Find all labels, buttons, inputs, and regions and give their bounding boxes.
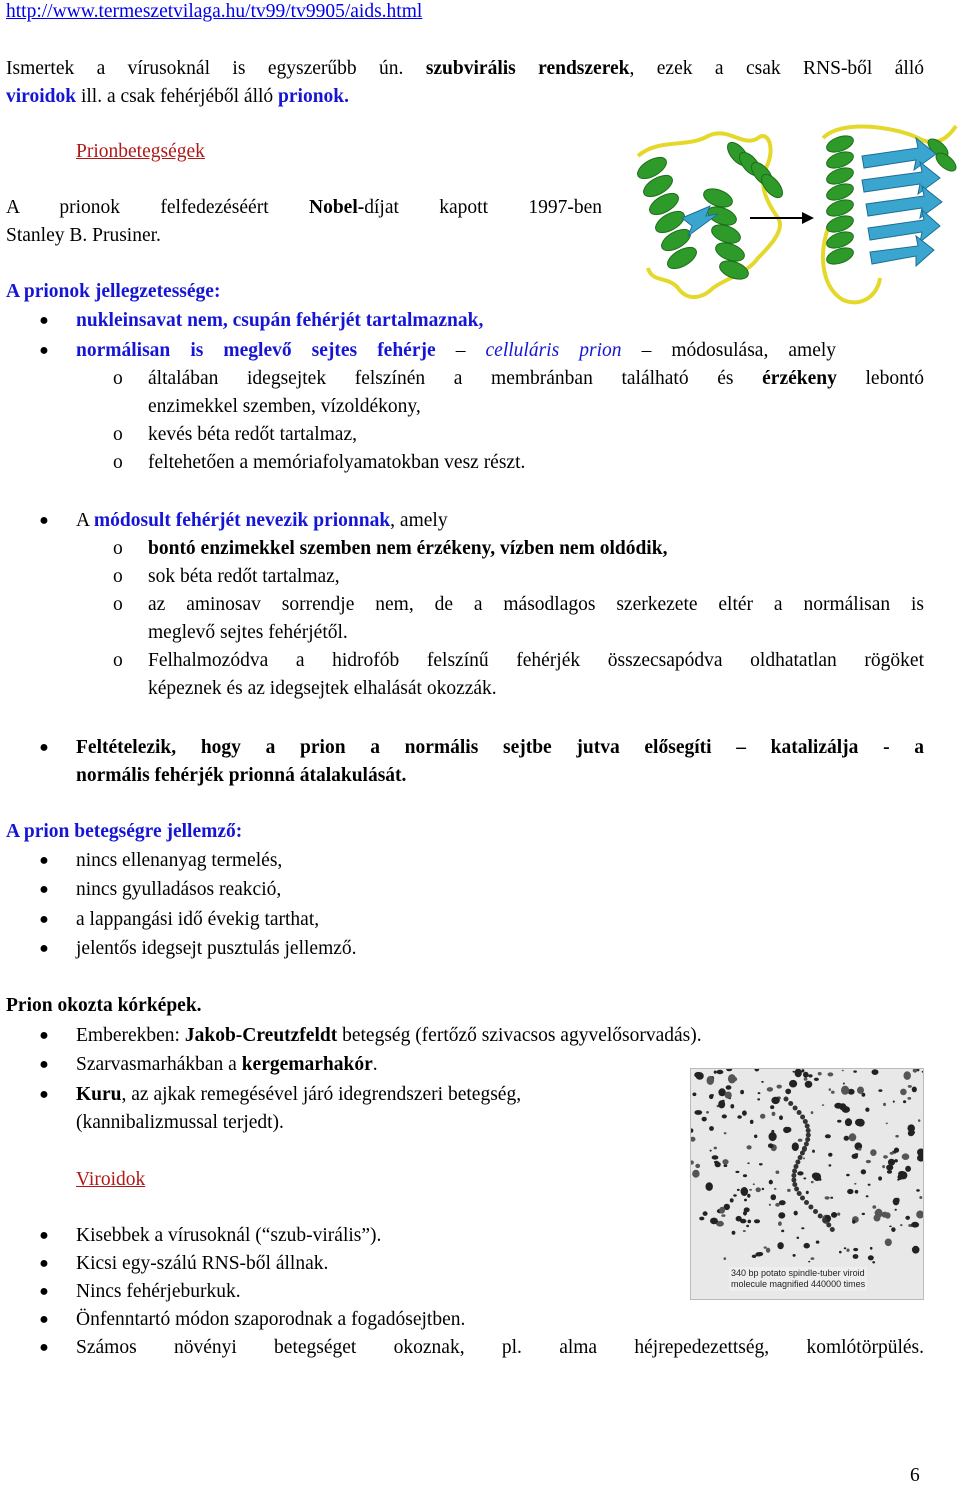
bullet-icon: ●	[39, 1086, 49, 1103]
bullet-icon: ●	[39, 881, 49, 898]
bullet-icon: ●	[39, 852, 49, 869]
circle-bullet-icon: o	[113, 538, 123, 559]
disease-item: nincs ellenanyag termelés,	[76, 850, 283, 871]
modified-protein-item	[76, 507, 448, 535]
mod-sub-4-cont: képeznek és az idegsejtek elhalását okozzák.	[148, 678, 497, 699]
bullet-icon: ●	[39, 1255, 49, 1272]
intro-line-1	[6, 55, 924, 83]
sub-item-3: feltehetően a memóriafolyamatokban vesz részt.	[148, 452, 526, 473]
bullet-icon: ●	[39, 911, 49, 928]
cond-cattle-bold: kergemarhakór	[241, 1054, 373, 1075]
viroid-item: Számos növényi betegséget okoznak, pl. alma héjrepedezettség, komlótörpülés.	[76, 1337, 924, 1358]
char-item-2-italic: celluláris prion	[485, 340, 622, 361]
characteristics-heading: A prionok jellegzetessége:	[6, 281, 221, 302]
conditions-heading	[6, 992, 202, 1020]
nobel-text-c: díjat kapott 1997-ben	[364, 197, 602, 218]
bullet-icon: ●	[39, 1339, 49, 1356]
hypothesis-line-1: Feltételezik, hogy a prion a normális sejtbe jutva elősegíti – katalizálja - a	[76, 737, 924, 758]
micrograph-caption-1: 340 bp potato spindle-tuber viroid	[731, 1268, 865, 1278]
disease-heading	[6, 818, 242, 846]
char-item-2	[76, 337, 836, 365]
mod-sub-3-cont: meglevő sejtes fehérjétől.	[148, 622, 348, 643]
condition-kuru-cont: (kannibalizmussal terjedt).	[76, 1112, 284, 1133]
viroid-item: Önfenntartó módon szaporodnak a fogadósejtben.	[76, 1309, 466, 1330]
mod-sub-2: sok béta redőt tartalmaz,	[148, 566, 340, 587]
cond-human-a: Emberekben:	[76, 1025, 180, 1046]
viroid-micrograph	[690, 1068, 924, 1300]
bullet-icon: ●	[39, 1283, 49, 1300]
cond-cattle-c: .	[372, 1054, 378, 1075]
disease-heading-text: A prion betegségre jellemző:	[6, 821, 243, 842]
disease-item: nincs gyulladásos reakció,	[76, 879, 282, 900]
micrograph-caption	[729, 1267, 867, 1291]
viroid-heading: Viroidok	[76, 1169, 146, 1190]
condition-human	[76, 1022, 702, 1050]
circle-bullet-icon: o	[113, 452, 123, 473]
micrograph-caption-2: molecule magnified 440000 times	[731, 1279, 866, 1289]
page-number: 6	[910, 1465, 920, 1486]
circle-bullet-icon: o	[113, 566, 123, 587]
cond-cattle-a: Szarvasmarhákban a	[76, 1054, 237, 1075]
intro-text-2: , ezek a csak RNS-ből álló	[629, 58, 924, 79]
mod-c: , amely	[390, 510, 448, 531]
bullet-icon: ●	[39, 1227, 49, 1244]
hypothesis-line-2: normális fehérjék prionná átalakulását.	[76, 765, 407, 786]
mod-sub-3: az aminosav sorrendje nem, de a másodlagos szerkezete eltér a normálisan is	[148, 594, 924, 615]
sub-item-1-bold: érzékeny	[762, 368, 837, 389]
sub-item-2: kevés béta redőt tartalmaz,	[148, 424, 357, 445]
mod-a: A	[76, 510, 90, 531]
prion-diseases-heading: Prionbetegségek	[76, 141, 205, 162]
char-item-2-rest: – módosulása, amely	[641, 340, 837, 361]
char-item-2-bold: normálisan is meglevő sejtes fehérje	[76, 340, 436, 361]
mod-sub-1	[148, 535, 667, 563]
bullet-icon: ●	[39, 1311, 49, 1328]
nobel-text-bold: Nobel-	[308, 197, 365, 218]
bullet-icon: ●	[39, 1027, 49, 1044]
bullet-icon: ●	[39, 940, 49, 957]
prion-conversion-illustration	[618, 108, 960, 313]
nobel-line	[6, 194, 602, 222]
circle-bullet-icon: o	[113, 368, 123, 389]
char-item-1	[76, 307, 483, 335]
mod-sub-1-text: bontó enzimekkel szemben nem érzékeny, vízben nem oldódik,	[148, 538, 668, 559]
char-item-2-dash: –	[455, 340, 466, 361]
cond-kuru-b: , az ajkak remegésével járó idegrendszeri betegség,	[121, 1084, 522, 1105]
intro-subviral: szubvirális rendszerek	[425, 58, 630, 79]
mod-bold: módosult fehérjét nevezik prionnak	[93, 510, 391, 531]
sub-item-1	[148, 365, 924, 393]
bullet-icon: ●	[39, 512, 49, 529]
bullet-icon: ●	[39, 342, 49, 359]
bullet-icon: ●	[39, 1056, 49, 1073]
intro-viroids: viroidok	[6, 86, 77, 107]
viroid-item: Kisebbek a vírusoknál (“szub-virális”).	[76, 1225, 382, 1246]
source-url-link[interactable]: http://www.termeszetvilaga.hu/tv99/tv9905/aids.html	[6, 1, 423, 22]
cond-human-c: betegség (fertőző szivacsos agyvelősorvadás).	[342, 1025, 702, 1046]
condition-cattle	[76, 1051, 378, 1079]
bullet-icon: ●	[39, 312, 49, 329]
intro-line-2	[6, 83, 349, 111]
mod-sub-4: Felhalmozódva a hidrofób felszínű fehérjék összecsapódva oldhatatlan rögöket	[148, 650, 924, 671]
scrapie-prion-structure	[823, 126, 959, 302]
viroid-item: Kicsi egy-szálú RNS-ből állnak.	[76, 1253, 329, 1274]
conditions-heading-text: Prion okozta kórképek.	[6, 995, 202, 1016]
sub-item-1-cont: enzimekkel szemben, vízoldékony,	[148, 396, 421, 417]
disease-item: jelentős idegsejt pusztulás jellemző.	[76, 938, 357, 959]
micrograph-dots-icon	[691, 1069, 923, 1299]
viroid-item: Nincs fehérjeburkuk.	[76, 1281, 241, 1302]
nobel-text-a: A prionok felfedezéséért	[6, 197, 269, 218]
cond-human-bold: Jakob-Creutzfeldt	[184, 1025, 338, 1046]
circle-bullet-icon: o	[113, 650, 123, 671]
sub-item-1-a: általában idegsejtek felszínén a membránban található és	[148, 368, 734, 389]
intro-text: Ismertek a vírusoknál is egyszerűbb ún.	[6, 58, 404, 79]
intro-prions: prionok.	[278, 86, 350, 107]
circle-bullet-icon: o	[113, 594, 123, 615]
circle-bullet-icon: o	[113, 424, 123, 445]
disease-item: a lappangási idő évekig tarthat,	[76, 909, 320, 930]
conversion-arrow-icon	[750, 212, 814, 224]
normal-prion-structure	[634, 133, 786, 297]
condition-kuru	[76, 1081, 521, 1109]
nobel-laureate: Stanley B. Prusiner.	[6, 225, 161, 246]
intro-text-3: ill. a csak fehérjéből álló	[80, 86, 274, 107]
sub-item-1-c: lebontó	[865, 368, 924, 389]
cond-kuru-bold: Kuru	[76, 1084, 122, 1105]
char-item-1-text: nukleinsavat nem, csupán fehérjét tartalmaznak,	[76, 310, 484, 331]
bullet-icon: ●	[39, 739, 49, 756]
